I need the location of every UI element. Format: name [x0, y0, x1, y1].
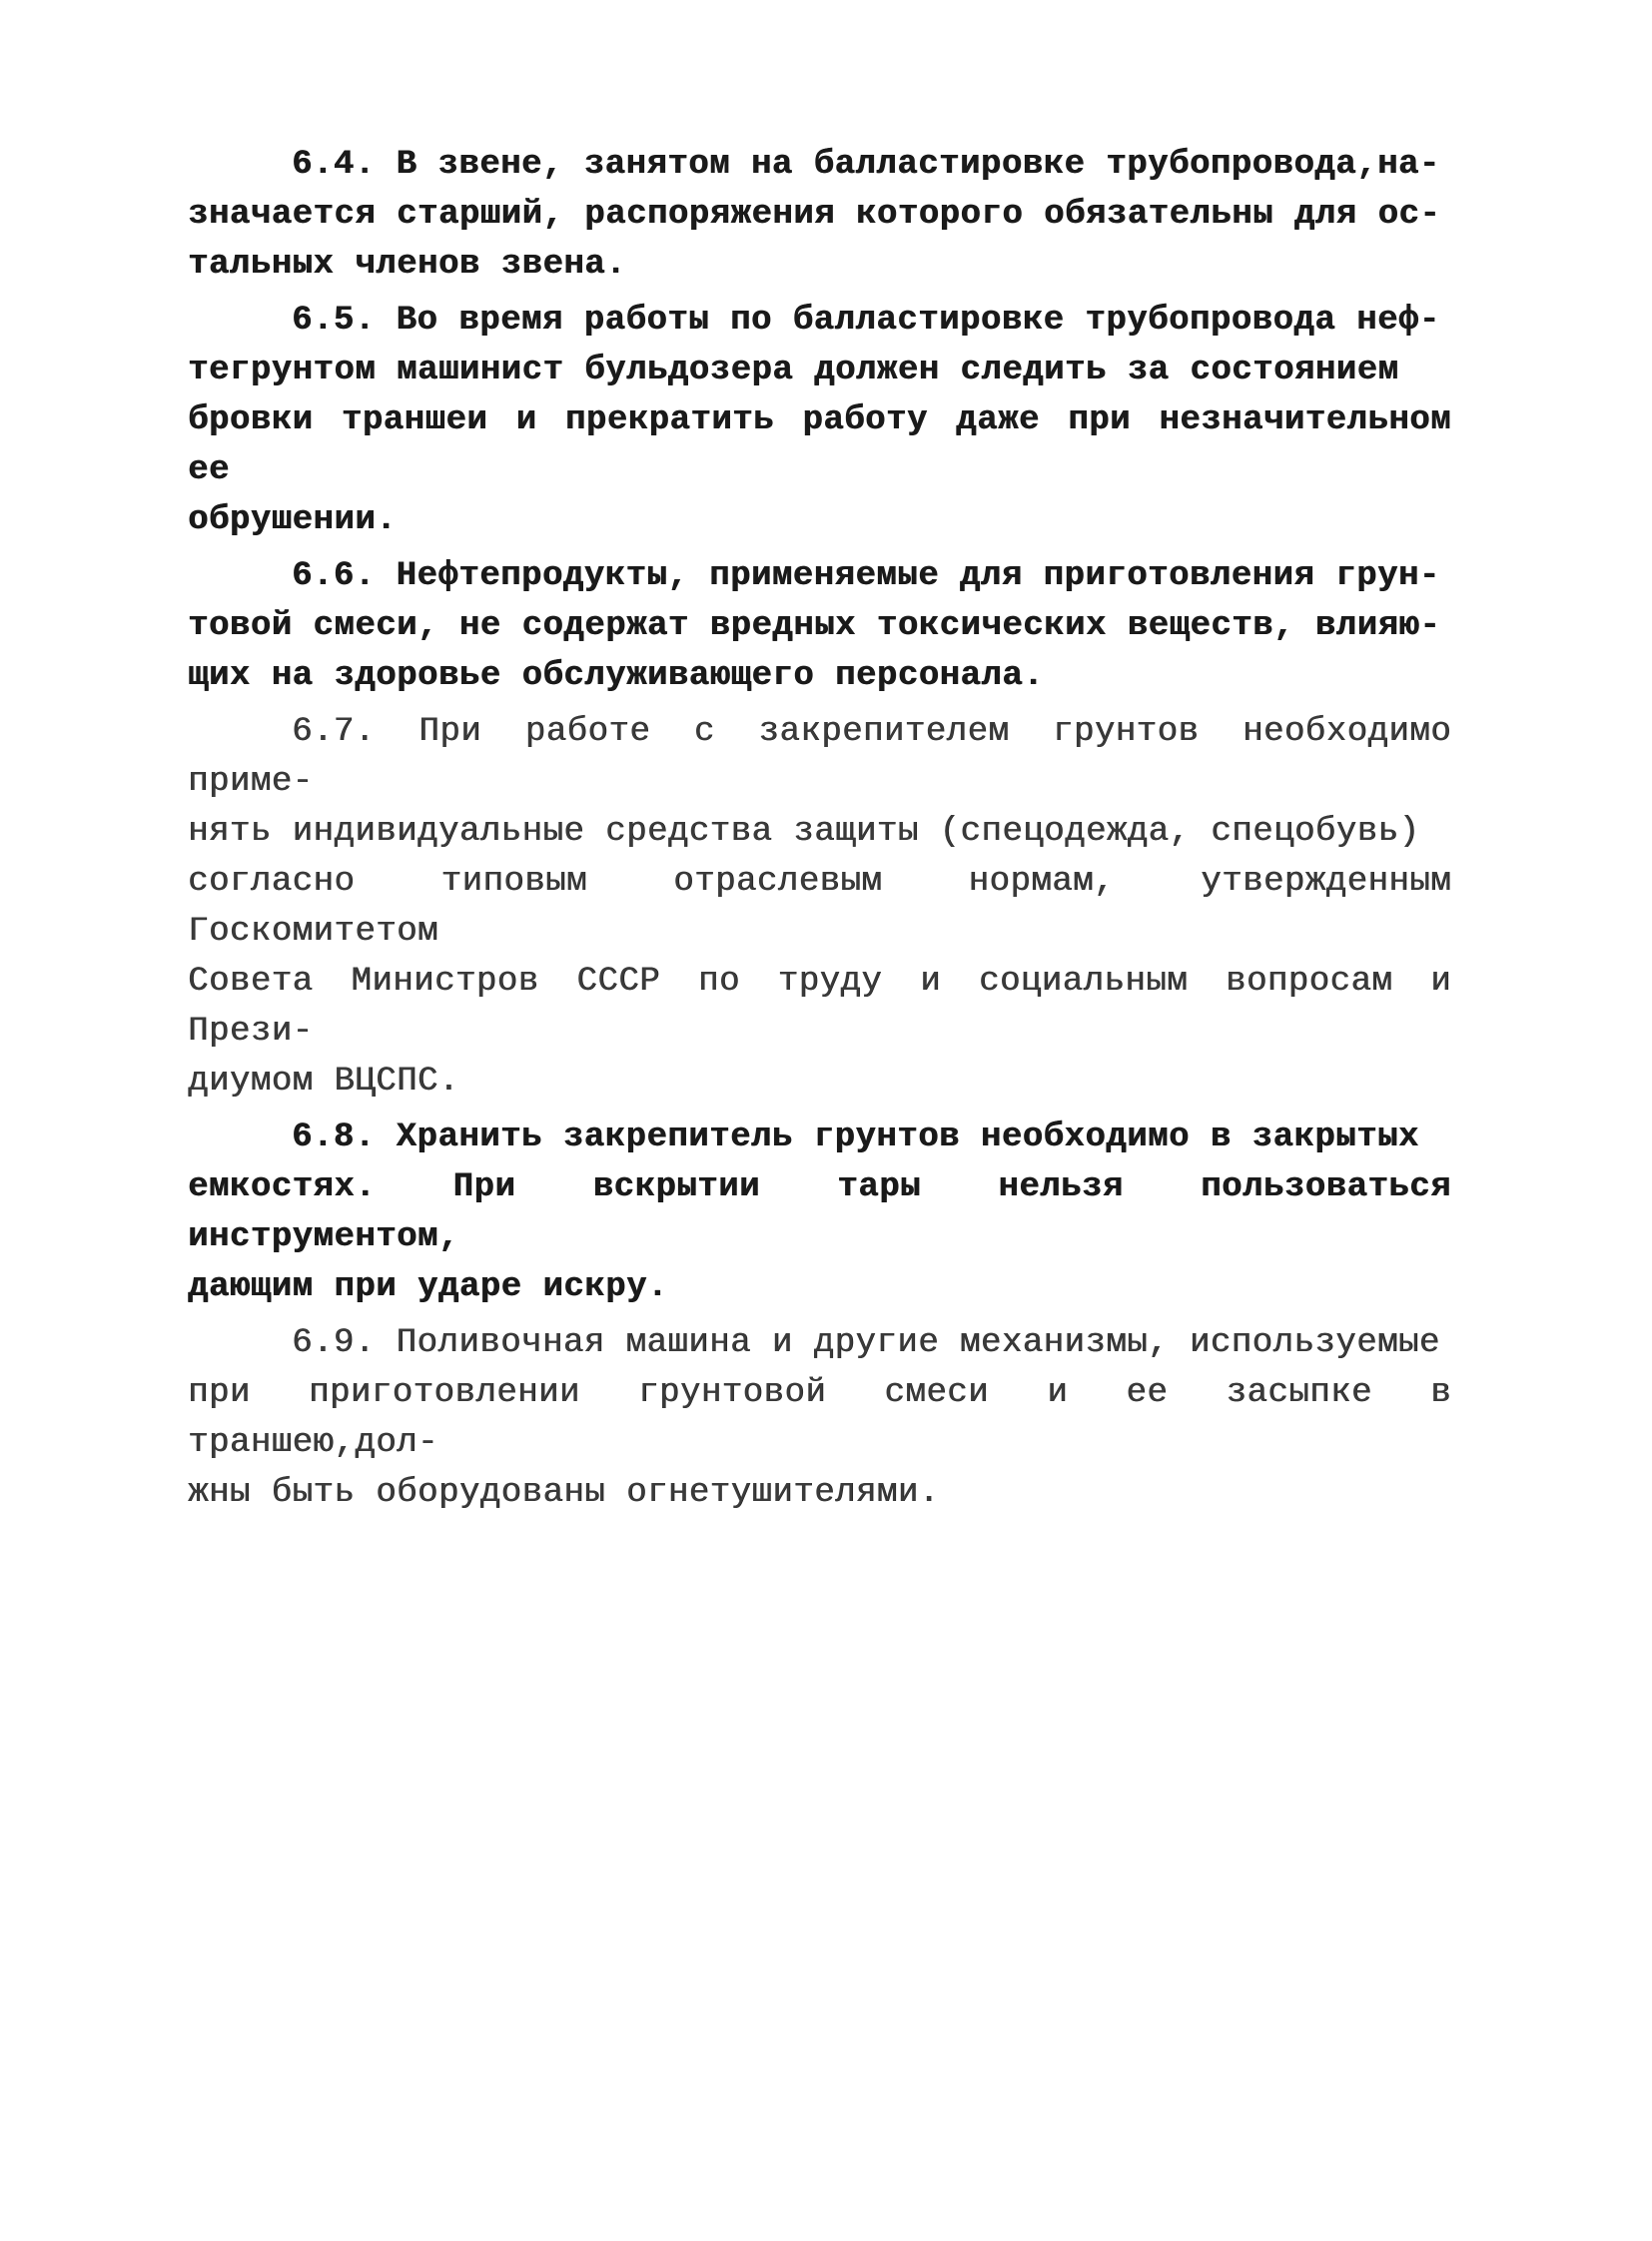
text-line: тальных членов звена.	[188, 246, 626, 284]
paragraph-6-5	[188, 296, 1451, 545]
paragraph-6-6	[188, 551, 1451, 701]
text-line: товой смеси, не содержат вредных токсических веществ, влияю-	[188, 607, 1441, 645]
text-line: жны быть оборудованы огнетушителями.	[188, 1474, 940, 1512]
paragraph-6-4	[188, 140, 1451, 290]
text-line: 6.9. Поливочная машина и другие механизмы, используемые	[292, 1324, 1440, 1362]
paragraph-6-8	[188, 1113, 1451, 1312]
text-line: щих на здоровье обслуживающего персонала.	[188, 657, 1045, 695]
text-line: согласно типовым отраслевым нормам, утвержденным Госкомитетом	[188, 863, 1451, 951]
text-line: емкостях. При вскрытии тары нельзя пользоваться инструментом,	[188, 1168, 1451, 1256]
text-line: 6.8. Хранить закрепитель грунтов необходимо в закрытых	[292, 1119, 1419, 1156]
text-line: диумом ВЦСПС.	[188, 1063, 459, 1101]
paragraph-6-7	[188, 707, 1451, 1107]
paragraph-6-9	[188, 1318, 1451, 1518]
document-body	[188, 140, 1451, 1524]
text-line: 6.6. Нефтепродукты, применяемые для приготовления грун-	[292, 557, 1440, 595]
text-line: обрушении.	[188, 501, 398, 539]
text-line: при приготовлении грунтовой смеси и ее засыпке в траншею,дол-	[188, 1374, 1451, 1462]
text-line: тегрунтом машинист бульдозера должен следить за состоянием	[188, 352, 1399, 389]
text-line: дающим при ударе искру.	[188, 1268, 668, 1306]
text-line: 6.5. Во время работы по балластировке трубопровода неф-	[292, 302, 1440, 340]
text-line: Совета Министров СССР по труду и социальным вопросам и Прези-	[188, 963, 1451, 1051]
text-line: 6.7. При работе с закрепителем грунтов необходимо приме-	[188, 713, 1451, 801]
text-line: бровки траншеи и прекратить работу даже при незначительном ее	[188, 401, 1451, 489]
text-line: 6.4. В звене, занятом на балластировке трубопровода,на-	[292, 146, 1440, 184]
text-line: значается старший, распоряжения которого обязательны для ос-	[188, 196, 1441, 234]
text-line: нять индивидуальные средства защиты (спецодежда, спецобувь)	[188, 813, 1420, 851]
